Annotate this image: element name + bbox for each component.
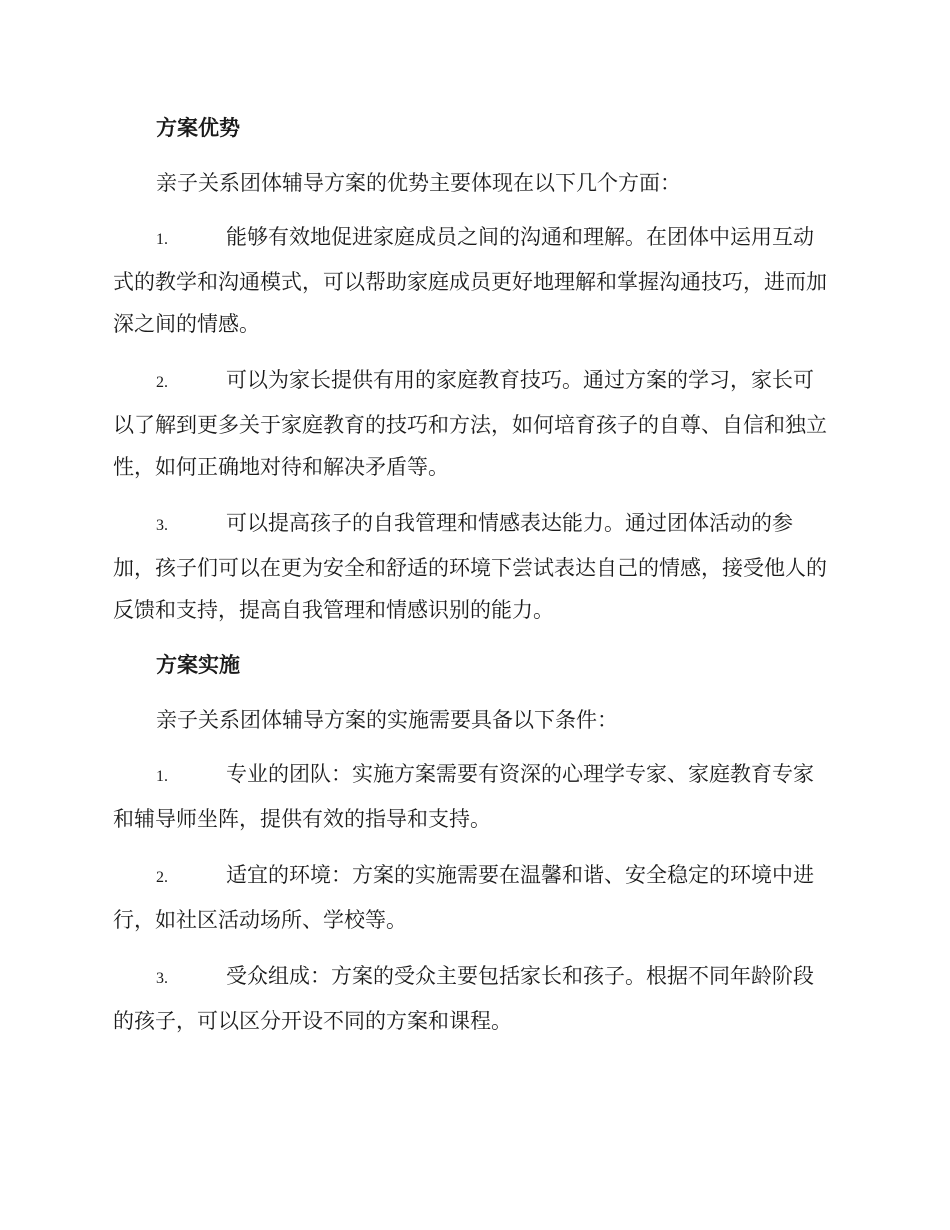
list-item <box>113 502 833 631</box>
list-item-text: 可以为家长提供有用的家庭教育技巧。通过方案的学习，家长可以了解到更多关于家庭教育的技巧和方法，如何培育孩子的自尊、自信和独立性，如何正确地对待和解决矛盾等。 <box>113 368 827 479</box>
list-item <box>113 854 833 941</box>
list-item-text: 专业的团队：实施方案需要有资深的心理学专家、家庭教育专家和辅导师坐阵，提供有效的指导和支持。 <box>113 762 814 831</box>
list-item <box>113 955 833 1042</box>
document-page <box>113 110 833 1056</box>
list-item-text: 能够有效地促进家庭成员之间的沟通和理解。在团体中运用互动式的教学和沟通模式，可以帮助家庭成员更好地理解和掌握沟通技巧，进而加深之间的情感。 <box>113 225 827 336</box>
section-intro-implementation: 亲子关系团体辅导方案的实施需要具备以下条件： <box>156 708 618 732</box>
list-item <box>113 753 833 840</box>
list-item-text: 受众组成：方案的受众主要包括家长和孩子。根据不同年龄阶段的孩子，可以区分开设不同的方案和课程。 <box>113 964 814 1033</box>
section-heading-implementation: 方案实施 <box>156 652 240 677</box>
list-item-text: 可以提高孩子的自我管理和情感表达能力。通过团体活动的参加，孩子们可以在更为安全和舒适的环境下尝试表达自己的情感，接受他人的反馈和支持，提高自我管理和情感识别的能力。 <box>113 511 827 622</box>
list-number: 1. <box>156 768 168 785</box>
list-item-text: 适宜的环境：方案的实施需要在温馨和谐、安全稳定的环境中进行，如社区活动场所、学校等。 <box>113 863 814 932</box>
list-item <box>113 359 833 488</box>
list-number: 2. <box>156 374 168 391</box>
list-number: 2. <box>156 869 168 886</box>
section-heading-advantages: 方案优势 <box>156 115 240 140</box>
list-number: 3. <box>156 517 168 534</box>
list-item <box>113 216 833 345</box>
list-number: 1. <box>156 231 168 248</box>
list-number: 3. <box>156 970 168 987</box>
section-intro-advantages: 亲子关系团体辅导方案的优势主要体现在以下几个方面： <box>156 171 681 195</box>
